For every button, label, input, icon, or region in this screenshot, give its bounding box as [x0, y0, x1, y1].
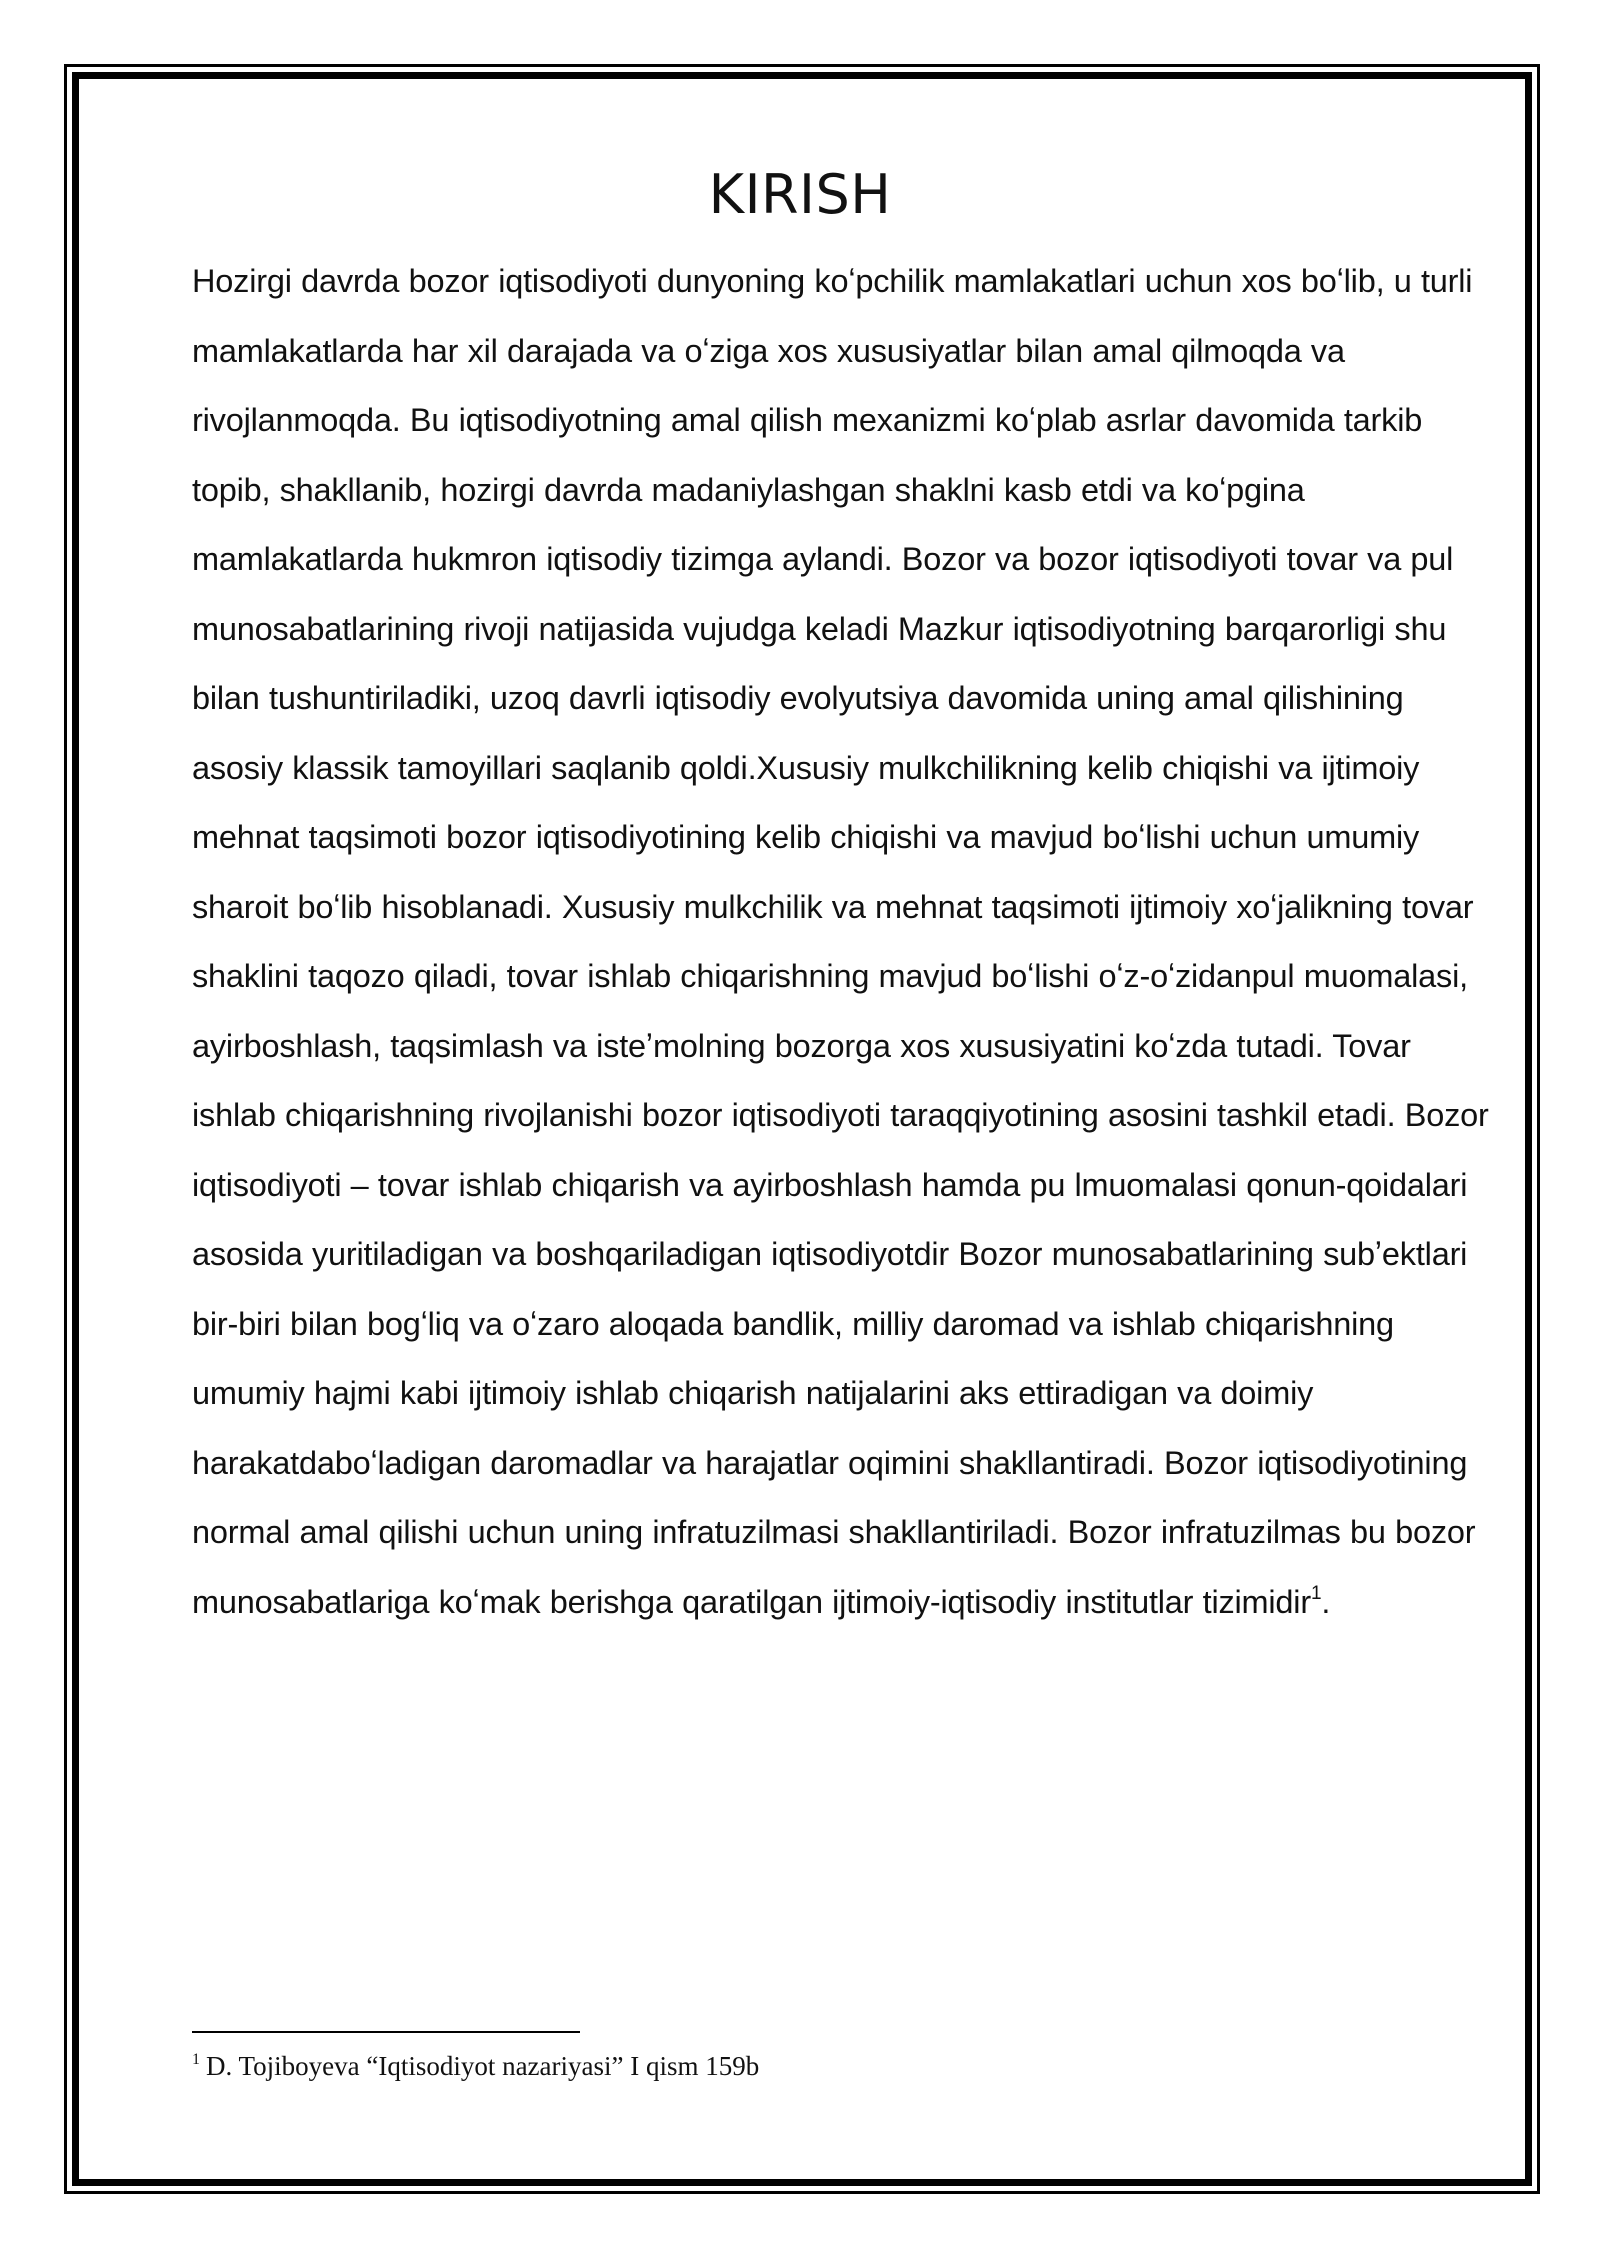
footnote: [192, 2048, 1392, 2084]
footnote-separator: [192, 2031, 580, 2033]
footnote-reference: 1: [1310, 1582, 1322, 1604]
body-text: Hozirgi davrda bozor iqtisodiyoti dunyoning koʻpchilik mamlakatlari uchun xos boʻlib, u turli mamlakatlarda har xil darajada va oʻziga xos xususiyatlar bilan amal qilmoqda va rivojlanmoqda. Bu iqtisodiyotning amal qilish mexanizmi koʻplab asrlar davomida tarkib topib, shakllanib, hozirgi davrda madaniylashgan shaklni kasb etdi va koʻpgina mamlakatlarda hukmron iqtisodiy tizimga aylandi. Bozor va bozor iqtisodiyoti tovar va pul munosabatlarining rivoji natijasida vujudga keladi Mazkur iqtisodiyotning barqarorligi shu bilan tushuntiriladiki, uzoq davrli iqtisodiy evolyutsiya davomida uning amal qilishining asosiy klassik tamoyillari saqlanib qoldi.Xususiy mulkchilikning kelib chiqishi va ijtimoiy mehnat taqsimoti bozor iqtisodiyotining kelib chiqishi va mavjud boʻlishi uchun umumiy sharoit boʻlib hisoblanadi. Xususiy mulkchilik va mehnat taqsimoti ijtimoiy xoʻjalikning tovar shaklini taqozo qiladi, tovar ishlab chiqarishning mavjud boʻlishi oʻz-oʻzidanpul muomalasi, ayirboshlash, taqsimlash va isteʼmolning bozorga xos xususiyatini koʻzda tutadi. Tovar ishlab chiqarishning rivojlanishi bozor iqtisodiyoti taraqqiyotining asosini tashkil etadi. Bozor iqtisodiyoti – tovar ishlab chiqarish va ayirboshlash hamda pu lmuomalasi qonun-qoidalari asosida yuritiladigan va boshqariladigan iqtisodiyotdir Bozor munosabatlarining subʼektlari bir-biri bilan bogʻliq va oʻzaro aloqada bandlik, milliy daromad va ishlab chiqarishning umumiy hajmi kabi ijtimoiy ishlab chiqarish natijalarini aks ettiradigan va doimiy harakatdaboʻladigan daromadlar va harajatlar oqimini shakllantiradi. Bozor iqtisodiyotining normal amal qilishi uchun uning infratuzilmasi shakllantiriladi. Bozor infratuzilmas bu bozor munosabatlariga koʻmak berishga qaratilgan ijtimoiy-iqtisodiy institutlar tizimidir: [192, 263, 1489, 1620]
body-paragraph: [192, 247, 1502, 1637]
footnote-marker: 1: [192, 2051, 200, 2068]
body-text-end: .: [1321, 1583, 1331, 1620]
page-title: KIRISH: [708, 163, 892, 226]
footnote-text: D. Tojiboyeva “Iqtisodiyot nazariyasi” I qism 159b: [206, 2051, 760, 2081]
